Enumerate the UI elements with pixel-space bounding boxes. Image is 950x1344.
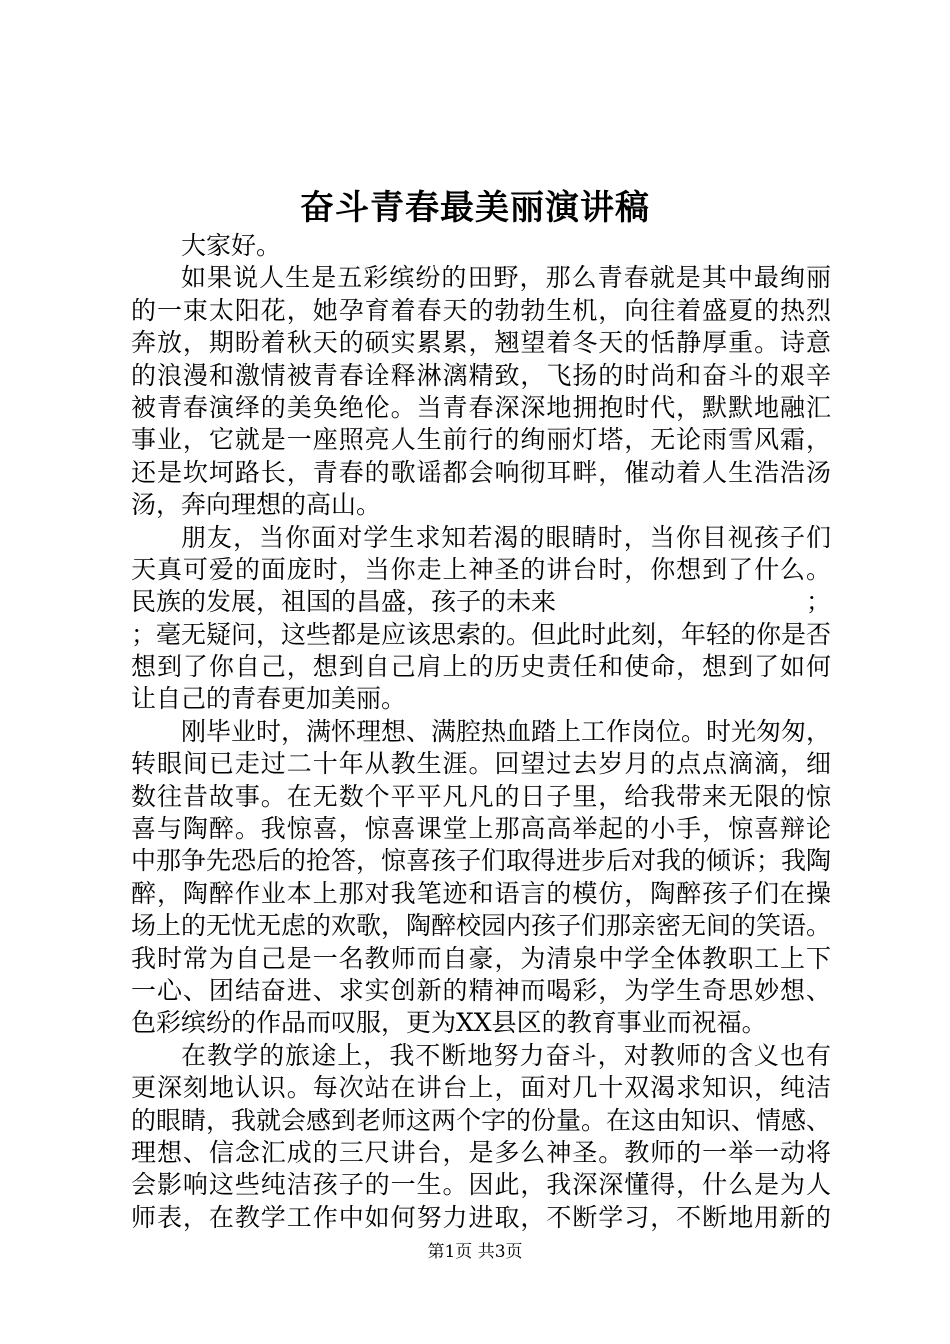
text-line: 事业，它就是一座照亮人生前行的绚丽灯塔，无论雨雪风霜， bbox=[131, 425, 831, 455]
text-line: 喜与陶醉。我惊喜，惊喜课堂上那高高举起的小手，惊喜辩论 bbox=[131, 814, 831, 844]
text-line: ；毫无疑问，这些都是应该思索的。但此时此刻，年轻的你是否 bbox=[131, 619, 832, 649]
text-line: 色彩缤纷的作品而叹服，更为XX县区的教育事业而祝福。 bbox=[131, 1008, 767, 1038]
text-line: 如果说人生是五彩缤纷的田野，那么青春就是其中最绚丽 bbox=[181, 263, 831, 293]
text-line: 想到了你自己，想到自己肩上的历史责任和使命，想到了如何 bbox=[131, 652, 831, 682]
text-line: 天真可爱的面庞时，当你走上神圣的讲台时，你想到了什么。 bbox=[131, 554, 831, 584]
text-line: 奔放，期盼着秋天的硕实累累，翘望着冬天的恬静厚重。诗意 bbox=[131, 328, 831, 358]
text-line: 转眼间已走过二十年从教生涯。回望过去岁月的点点滴滴，细 bbox=[131, 749, 831, 779]
text-line: 还是坎坷路长，青春的歌谣都会响彻耳畔，催动着人生浩浩汤 bbox=[131, 457, 831, 487]
text-line: 理想、信念汇成的三尺讲台，是多么神圣。教师的一举一动将 bbox=[131, 1137, 831, 1167]
text-line: 场上的无忧无虑的欢歌，陶醉校园内孩子们那亲密无间的笑语。 bbox=[131, 911, 832, 941]
text-line: 汤，奔向理想的高山。 bbox=[131, 490, 382, 520]
text-line: 的眼睛，我就会感到老师这两个字的份量。在这由知识、情感、 bbox=[131, 1105, 832, 1135]
text-line: 的浪漫和激情被青春诠释淋漓精致，飞扬的时尚和奋斗的艰辛 bbox=[131, 360, 831, 390]
text-line: 被青春演绎的美奂绝伦。当青春深深地拥抱时代，默默地融汇 bbox=[131, 392, 831, 422]
text-line: 一心、团结奋进、求实创新的精神而喝彩，为学生奇思妙想、 bbox=[131, 975, 831, 1005]
text-line: 中那争先恐后的抢答，惊喜孩子们取得进步后对我的倾诉；我陶 bbox=[131, 846, 832, 876]
document-body bbox=[131, 230, 831, 1234]
text-line: 的一束太阳花，她孕育着春天的勃勃生机，向往着盛夏的热烈 bbox=[131, 295, 831, 325]
text-line: 醉，陶醉作业本上那对我笔迹和语言的模仿，陶醉孩子们在操 bbox=[131, 878, 831, 908]
document-title: 奋斗青春最美丽演讲稿 bbox=[300, 188, 650, 228]
text-line: 大家好。 bbox=[181, 231, 282, 260]
text-line: 数往昔故事。在无数个平平凡凡的日子里，给我带来无限的惊 bbox=[131, 781, 831, 811]
text-line bbox=[131, 586, 831, 618]
text-line: 让自己的青春更加美丽。 bbox=[131, 684, 407, 714]
text-line: 师表，在教学工作中如何努力进取，不断学习，不断地用新的 bbox=[131, 1202, 831, 1232]
text-line: 在教学的旅途上，我不断地努力奋斗，对教师的含义也有 bbox=[181, 1040, 831, 1070]
text-line: 刚毕业时，满怀理想、满腔热血踏上工作岗位。时光匆匆， bbox=[181, 716, 832, 746]
text-line: 朋友，当你面对学生求知若渴的眼睛时，当你目视孩子们 bbox=[181, 522, 831, 552]
text-line-tail: ； bbox=[805, 587, 831, 617]
text-line: 会影响这些纯洁孩子的一生。因此，我深深懂得，什么是为人 bbox=[131, 1170, 831, 1200]
text-line: 更深刻地认识。每次站在讲台上，面对几十双渴求知识，纯洁 bbox=[131, 1073, 831, 1103]
text-line: 我时常为自己是一名教师而自豪，为清泉中学全体教职工上下 bbox=[131, 943, 831, 973]
page-footer: 第1页 共3页 bbox=[427, 1242, 523, 1262]
text-line-main: 民族的发展，祖国的昌盛，孩子的未来 bbox=[131, 587, 557, 617]
